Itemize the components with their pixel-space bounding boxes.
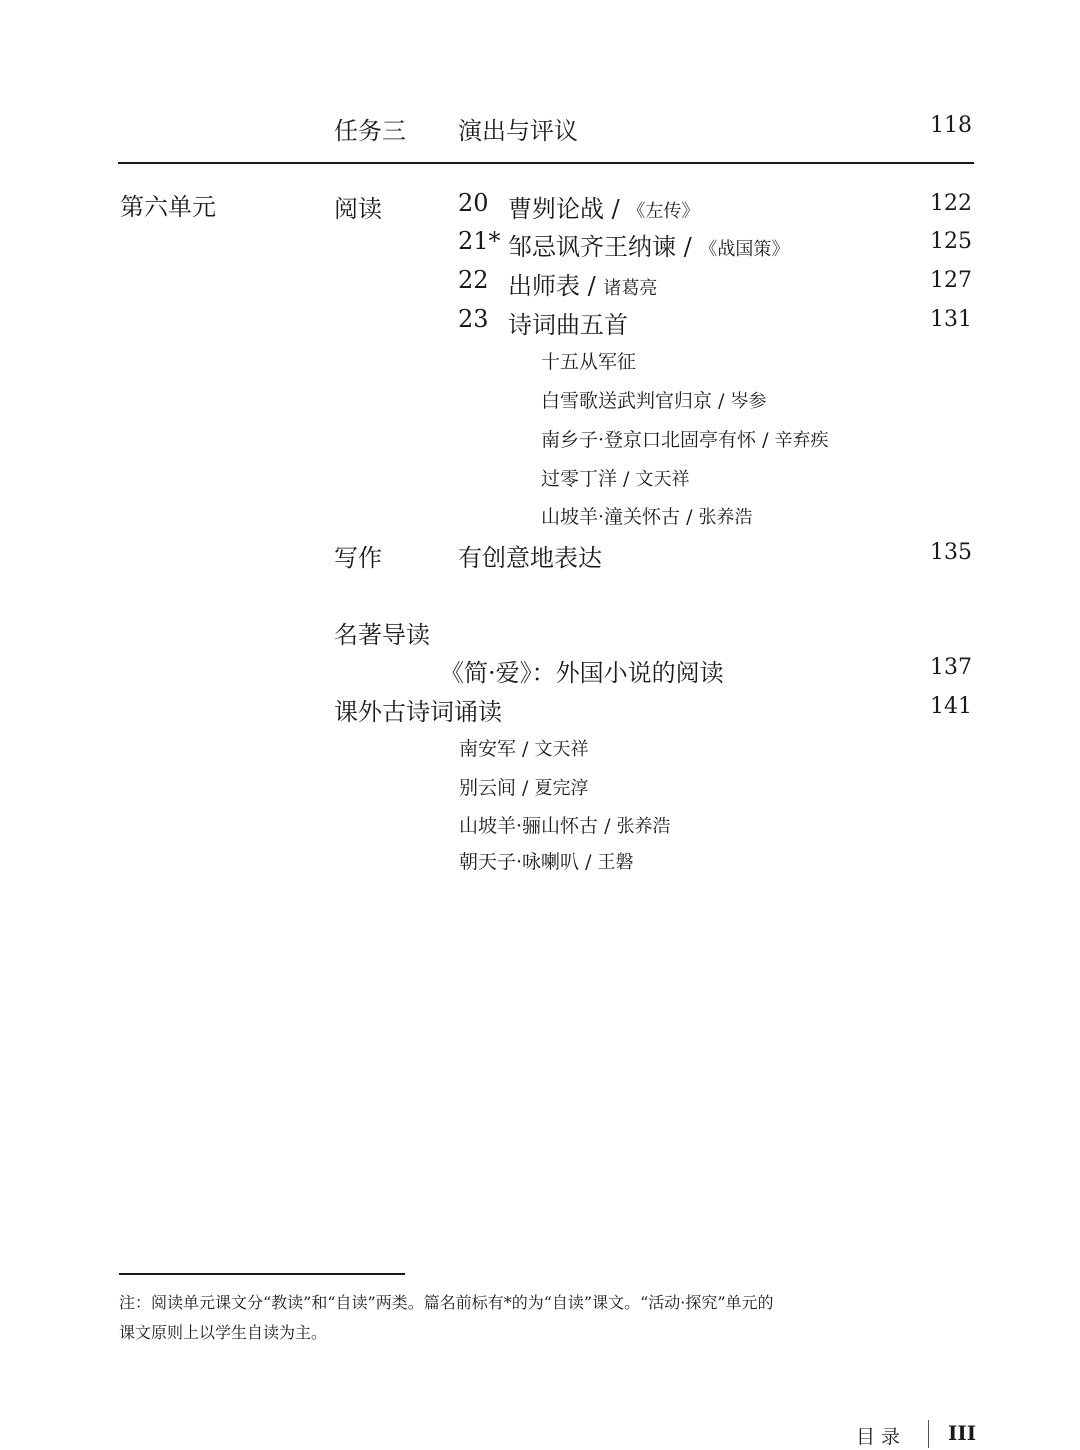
poem-author: 辛弃疾 [774,430,829,451]
separator: / [516,777,535,799]
separator: / [676,233,700,261]
poem-author: 王磐 [597,852,634,873]
lesson-page: 122 [930,191,972,216]
footnote-rule [119,1273,405,1275]
poem-title: 别云间 [459,777,517,799]
footer-label: 目 录 [856,1426,901,1448]
lesson-number: 22 [458,266,489,294]
lesson-number: 20 [458,189,489,217]
reading-label: 阅读 [334,195,382,223]
lesson-author: 《左传》 [627,201,700,222]
writing-page: 135 [930,540,972,565]
poem-entry[interactable] [541,425,829,452]
footnote-line-1: 注：阅读单元课文分“教读”和“自读”两类。篇名前标有*的为“自读”课文。“活动·探究”单元的 [119,1293,774,1312]
writing-label: 写作 [334,544,382,572]
separator: / [579,851,598,873]
poem-author: 张养浩 [698,507,753,528]
unit-title: 第六单元 [120,193,216,221]
separator: / [604,195,628,223]
separator: / [598,815,617,837]
poem-author: 文天祥 [534,739,589,760]
footer-divider [928,1420,929,1448]
separator: / [516,738,535,760]
extra-poem-entry[interactable] [459,773,589,800]
poem-entry[interactable] [541,386,767,413]
task3-title: 演出与评议 [458,117,578,145]
separator: / [756,429,775,451]
poem-author: 夏完淳 [534,778,589,799]
lesson-page: 125 [930,229,972,254]
lesson-title: 出师表 [508,272,580,300]
lesson-number: 23 [458,305,489,333]
extra-poem-entry[interactable] [459,847,634,874]
lesson-entry[interactable] [508,227,789,262]
extra-label[interactable]: 课外古诗词诵读 [334,698,502,726]
lesson-title: 邹忌讽齐王纳谏 [508,233,676,261]
task3-label: 任务三 [334,117,406,145]
lesson-author: 《战国策》 [699,239,790,260]
section-rule [118,162,974,164]
separator: / [680,506,699,528]
writing-title[interactable]: 有创意地表达 [458,544,602,572]
poem-title: 山坡羊·骊山怀古 [459,815,599,837]
lesson-entry[interactable] [508,305,628,340]
lesson-title: 曹刿论战 [508,195,604,223]
poem-title: 山坡羊·潼关怀古 [541,506,681,528]
poem-title: 朝天子·咏喇叭 [459,851,580,873]
poem-entry[interactable] [541,502,753,529]
lesson-entry[interactable] [508,189,699,224]
poem-entry[interactable] [541,464,690,491]
separator: / [580,272,604,300]
extra-poem-entry[interactable] [459,811,671,838]
poem-author: 岑参 [730,391,767,412]
poem-title: 南乡子·登京口北固亭有怀 [541,429,757,451]
separator: / [712,390,731,412]
classics-label: 名著导读 [334,621,430,649]
poem-title: 南安军 [459,738,517,760]
lesson-page: 127 [930,268,972,293]
separator: / [617,468,636,490]
poem-title: 过零丁洋 [541,468,618,490]
classics-page: 137 [930,655,972,680]
poem-author: 张养浩 [616,816,671,837]
poem-title: 白雪歌送武判官归京 [541,390,713,412]
lesson-page: 131 [930,307,972,332]
lesson-entry[interactable] [508,266,657,301]
footnote-line-2: 课文原则上以学生自读为主。 [119,1323,328,1342]
lesson-author: 诸葛亮 [603,278,658,299]
page-number: III [948,1421,977,1445]
extra-page: 141 [930,694,972,719]
extra-poem-entry[interactable] [459,734,589,761]
poem-author: 文天祥 [635,469,690,490]
task3-page: 118 [930,113,972,138]
classics-title[interactable]: 《简·爱》：外国小说的阅读 [440,659,724,687]
lesson-number: 21* [458,227,501,255]
poem-entry[interactable] [541,347,636,374]
lesson-title: 诗词曲五首 [508,311,628,339]
poem-title: 十五从军征 [541,351,637,373]
